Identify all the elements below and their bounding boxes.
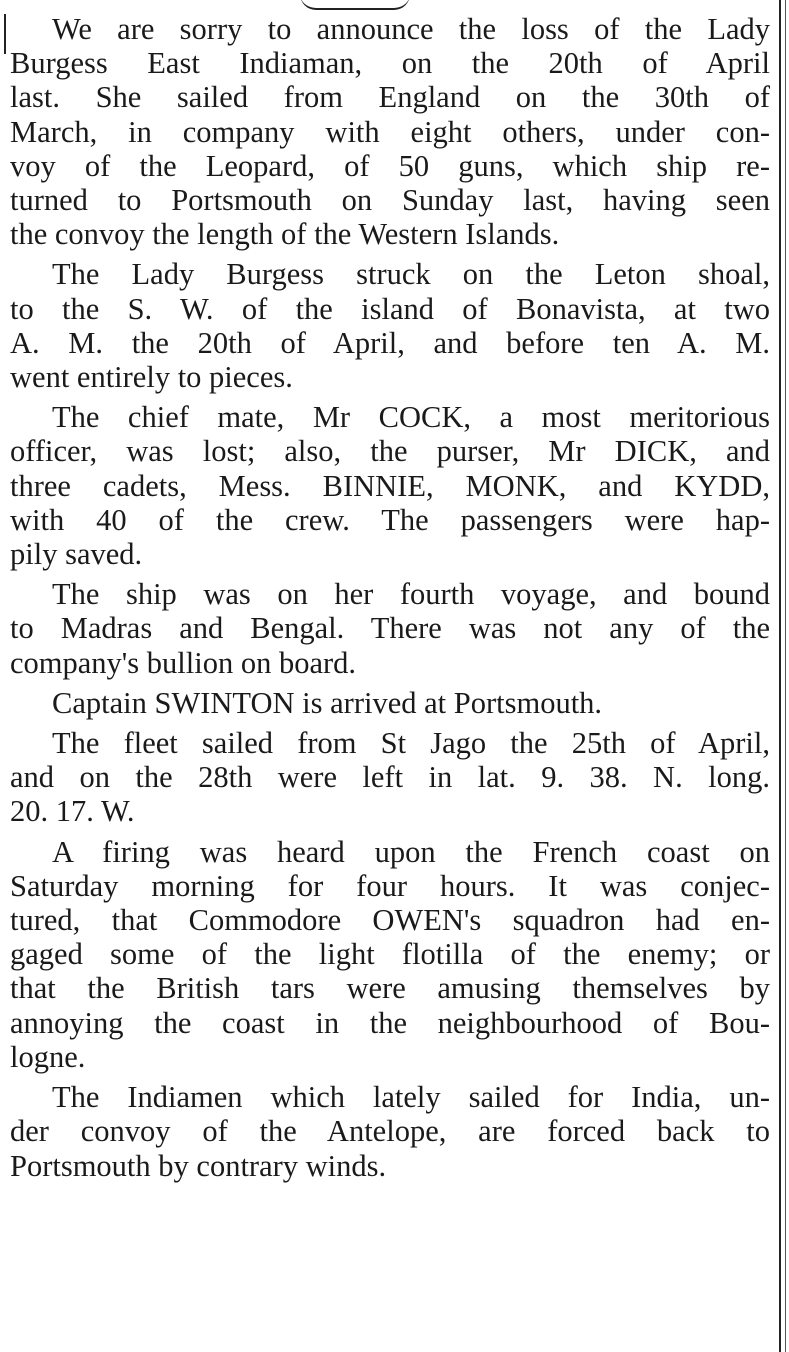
text-line: to Madras and Bengal. There was not any of the — [10, 611, 770, 646]
text-line: the convoy the length of the Western Islands. — [10, 217, 560, 252]
text-line: went entirely to pieces. — [10, 360, 293, 395]
text-line: A. M. the 20th of April, and before ten A. M. — [10, 325, 770, 360]
right-column-rule — [779, 0, 781, 1352]
text-line: Burgess East Indiaman, on the 20th of April — [10, 46, 770, 81]
text-line: tured, that Commodore OWEN's squadron had en- — [10, 903, 770, 938]
right-column-rule-outer — [785, 0, 786, 1352]
text-line: with 40 of the crew. The passengers were hap- — [10, 502, 770, 537]
text-line: The ship was on her fourth voyage, and bound — [52, 577, 770, 612]
article-column — [10, 12, 770, 1189]
text-line: Portsmouth by contrary winds. — [10, 1148, 387, 1183]
paragraph-firing — [10, 835, 770, 1074]
paragraph-captain — [10, 686, 770, 720]
text-line: voy of the Leopard, of 50 guns, which ship re- — [10, 148, 770, 183]
text-line: The Lady Burgess struck on the Leton shoal, — [52, 257, 770, 292]
top-ornament — [300, 0, 410, 10]
text-line: der convoy of the Antelope, are forced back to — [10, 1114, 770, 1149]
paragraph-indiamen — [10, 1080, 770, 1183]
paragraph-voyage — [10, 577, 770, 680]
text-line: We are sorry to announce the loss of the Lady — [52, 12, 770, 46]
text-line: A firing was heard upon the French coast on — [52, 834, 770, 869]
text-line: that the British tars were amusing themselves by — [10, 971, 770, 1006]
text-line: gaged some of the light flotilla of the enemy; or — [10, 937, 770, 972]
paragraph-casualties — [10, 400, 770, 571]
text-line: 20. 17. W. — [10, 794, 135, 829]
paragraph-shoal — [10, 257, 770, 394]
text-line: three cadets, Mess. BINNIE, MONK, and KYDD, — [10, 468, 770, 503]
paragraph-loss-announcement — [10, 12, 770, 251]
text-line: officer, was lost; also, the purser, Mr DICK, and — [10, 434, 770, 469]
text-line: company's bullion on board. — [10, 645, 357, 680]
paragraph-fleet — [10, 726, 770, 829]
text-line: Saturday morning for four hours. It was conjec- — [10, 868, 770, 903]
text-line: logne. — [10, 1039, 86, 1074]
text-line: turned to Portsmouth on Sunday last, having seen — [10, 183, 770, 218]
text-line: annoying the coast in the neighbourhood of Bou- — [10, 1005, 770, 1040]
text-line: The chief mate, Mr COCK, a most meritorious — [52, 400, 770, 435]
text-line: Captain SWINTON is arrived at Portsmouth. — [52, 685, 603, 720]
text-line: March, in company with eight others, under con- — [10, 114, 770, 149]
left-column-rule — [4, 14, 6, 54]
text-line: The fleet sailed from St Jago the 25th of April, — [52, 726, 770, 761]
text-line: last. She sailed from England on the 30th of — [10, 80, 770, 115]
text-line: to the S. W. of the island of Bonavista, at two — [10, 291, 770, 326]
text-line: and on the 28th were left in lat. 9. 38. N. long. — [10, 760, 770, 795]
text-line: pily saved. — [10, 537, 143, 572]
text-line: The Indiamen which lately sailed for India, un- — [52, 1080, 770, 1115]
